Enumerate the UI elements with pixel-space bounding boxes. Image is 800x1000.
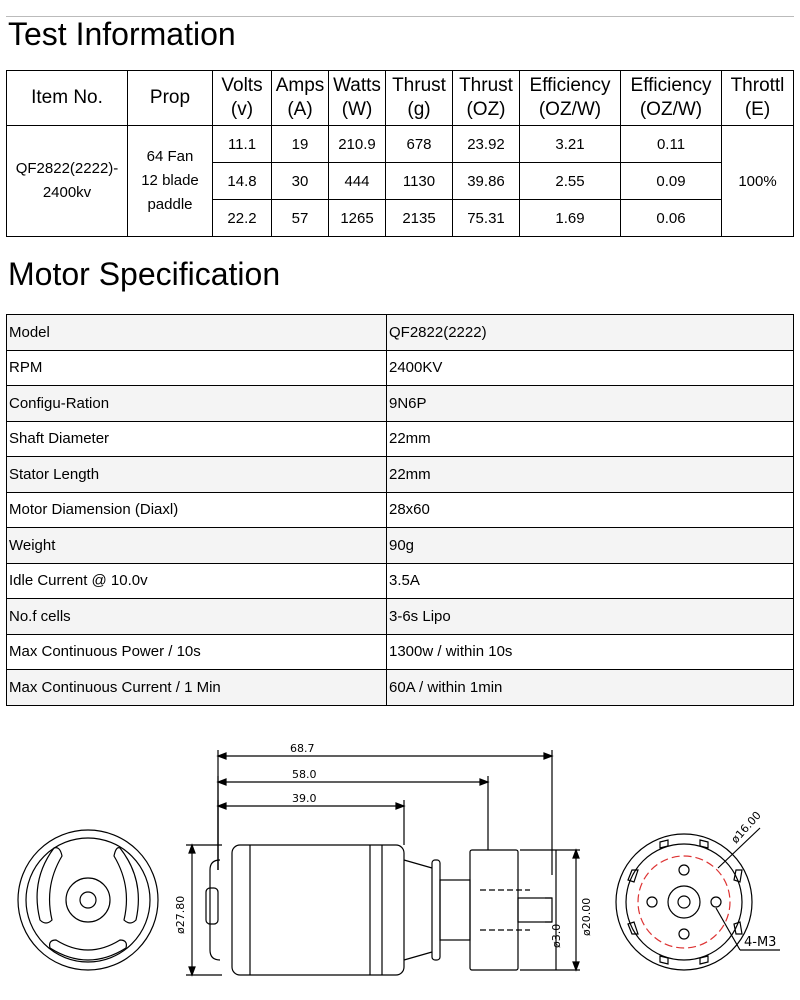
spec-label: Max Continuous Current / 1 Min [7, 670, 387, 706]
header-watts: Watts (W) [329, 71, 386, 126]
table-row [7, 528, 794, 564]
volts-cell: 14.8 [213, 163, 272, 200]
efficiency-1-cell: 1.69 [520, 200, 621, 237]
spec-value: 22mm [387, 421, 794, 457]
dim-overall-length: 68.7 [290, 742, 315, 755]
watts-cell: 210.9 [329, 126, 386, 163]
spec-value: 90g [387, 528, 794, 564]
table-row [7, 315, 794, 351]
spec-label: Idle Current @ 10.0v [7, 563, 387, 599]
thrust-g-cell: 1130 [386, 163, 453, 200]
thrust-oz-cell: 75.31 [453, 200, 520, 237]
dim-body-diameter: ø27.80 [174, 895, 187, 934]
table-row [7, 670, 794, 706]
test-info-table [6, 70, 794, 237]
spec-value: 22mm [387, 457, 794, 493]
amps-cell: 57 [272, 200, 329, 237]
spec-label: Shaft Diameter [7, 421, 387, 457]
efficiency-1-cell: 2.55 [520, 163, 621, 200]
side-view [186, 750, 580, 975]
spec-label: Model [7, 315, 387, 351]
spec-label: Configu-Ration [7, 386, 387, 422]
spec-value: 3.5A [387, 563, 794, 599]
spec-label: Stator Length [7, 457, 387, 493]
table-row [7, 421, 794, 457]
header-volts: Volts (v) [213, 71, 272, 126]
spec-value: 9N6P [387, 386, 794, 422]
table-row [7, 126, 794, 163]
item-no-cell: QF2822(2222)- 2400kv [7, 126, 128, 237]
header-throttle: Throttl (E) [722, 71, 794, 126]
table-row [7, 563, 794, 599]
efficiency-2-cell: 0.06 [621, 200, 722, 237]
dim-collar-diameter: ø20.00 [580, 897, 593, 936]
spec-value: 28x60 [387, 492, 794, 528]
amps-cell: 19 [272, 126, 329, 163]
header-prop: Prop [128, 71, 213, 126]
dim-bolt-circle: ø16.00 [728, 808, 764, 847]
top-divider [6, 16, 794, 17]
efficiency-2-cell: 0.09 [621, 163, 722, 200]
watts-cell: 1265 [329, 200, 386, 237]
table-row [7, 599, 794, 635]
motor-dimension-drawing [0, 720, 800, 995]
volts-cell: 22.2 [213, 200, 272, 237]
motor-spec-title: Motor Specification [8, 256, 281, 292]
dim-39-length: 39.0 [292, 792, 317, 805]
efficiency-1-cell: 3.21 [520, 126, 621, 163]
table-row [7, 492, 794, 528]
spec-value: 2400KV [387, 350, 794, 386]
test-table-header-row [7, 71, 794, 126]
watts-cell: 444 [329, 163, 386, 200]
dim-58-length: 58.0 [292, 768, 317, 781]
screw-label: 4-M3 [744, 935, 777, 950]
spec-value: 1300w / within 10s [387, 634, 794, 670]
header-item-no: Item No. [7, 71, 128, 126]
header-efficiency-2: Efficiency (OZ/W) [621, 71, 722, 126]
rear-view [18, 830, 158, 970]
spec-label: Max Continuous Power / 10s [7, 634, 387, 670]
thrust-g-cell: 678 [386, 126, 453, 163]
header-amps: Amps (A) [272, 71, 329, 126]
table-row [7, 457, 794, 493]
throttle-cell: 100% [722, 126, 794, 237]
table-row [7, 634, 794, 670]
spec-label: RPM [7, 350, 387, 386]
header-efficiency-1: Efficiency (OZ/W) [520, 71, 621, 126]
header-thrust-g: Thrust (g) [386, 71, 453, 126]
thrust-oz-cell: 23.92 [453, 126, 520, 163]
table-row [7, 350, 794, 386]
efficiency-2-cell: 0.11 [621, 126, 722, 163]
table-row [7, 386, 794, 422]
thrust-oz-cell: 39.86 [453, 163, 520, 200]
spec-label: No.f cells [7, 599, 387, 635]
amps-cell: 30 [272, 163, 329, 200]
spec-label: Weight [7, 528, 387, 564]
volts-cell: 11.1 [213, 126, 272, 163]
spec-label: Motor Diamension (Diaxl) [7, 492, 387, 528]
test-info-title: Test Information [8, 16, 236, 52]
dim-shaft-diameter: ø3.0 [550, 923, 563, 948]
spec-value: 60A / within 1min [387, 670, 794, 706]
spec-value: QF2822(2222) [387, 315, 794, 351]
thrust-g-cell: 2135 [386, 200, 453, 237]
spec-value: 3-6s Lipo [387, 599, 794, 635]
header-thrust-oz: Thrust (OZ) [453, 71, 520, 126]
motor-spec-table [6, 314, 794, 706]
prop-cell: 64 Fan 12 blade paddle [128, 126, 213, 237]
